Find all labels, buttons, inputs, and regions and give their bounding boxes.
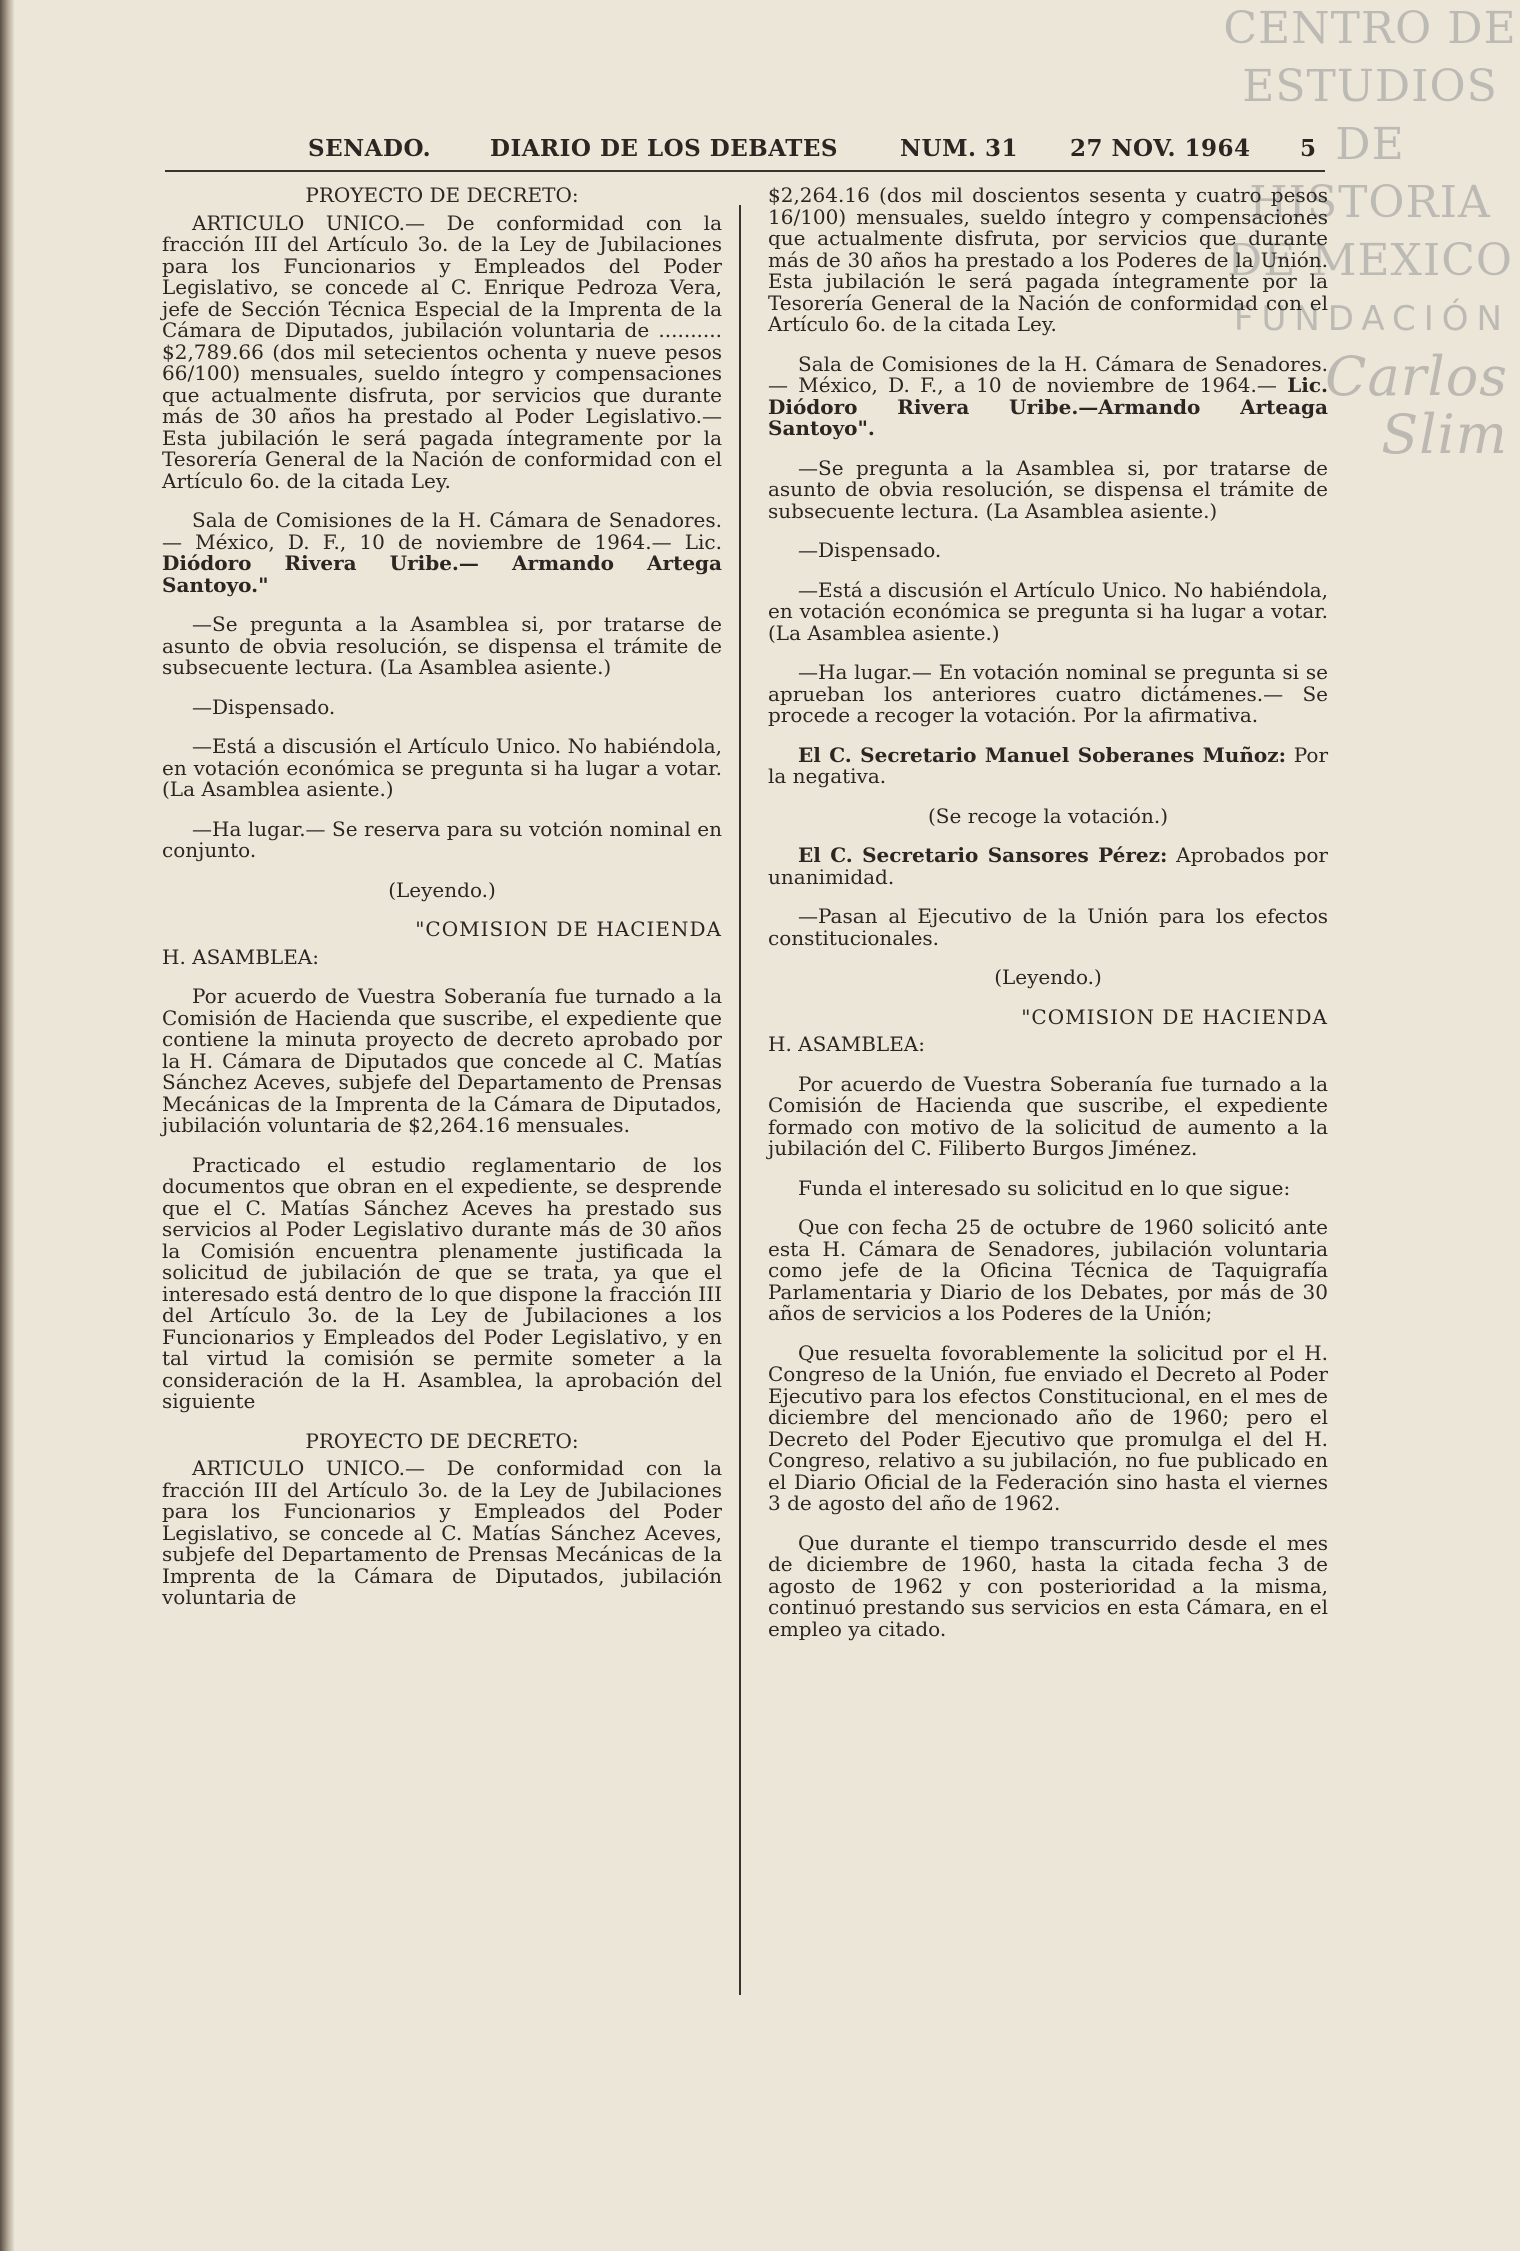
column-divider xyxy=(739,205,741,1995)
paragraph: —Está a discusión el Artículo Unico. No habiéndola, en votación económica se pregunta si ha lugar a votar. (La Asamblea asiente.) xyxy=(162,734,722,801)
signatories: Lic. Diódoro Rivera Uribe.—Armando Arteaga Santoyo". xyxy=(768,373,1328,440)
watermark-line: ESTUDIOS xyxy=(1242,61,1498,112)
header-rule xyxy=(165,170,1325,172)
speaker-paragraph xyxy=(768,742,1329,788)
paragraph: —Se pregunta a la Asamblea si, por tratarse de asunto de obvia resolución, se dispensa el trámite de subsecuente lectura. (La Asamblea asiente.) xyxy=(162,612,722,679)
paragraph: $2,264.16 (dos mil doscientos sesenta y cuatro pesos 16/100) mensuales, sueldo íntegro y compensaciones que actualmente disfruta, por servicios que durante más de 30 años ha prestado a los Poderes de la Unión. Esta jubilación le será pagada íntegramente por la Tesorería General de la Nación de conformidad con el Artículo 6o. de la citada Ley. xyxy=(768,183,1328,336)
speaker-text: Aprobados por unanimidad. xyxy=(768,843,1328,889)
paragraph-text: Sala de Comisiones de la H. Cámara de Senadores.— México, D. F., 10 de noviembre de 1964.— Lic. xyxy=(162,508,722,554)
right-column xyxy=(768,185,1328,1658)
paragraph: Que durante el tiempo transcurrido desde el mes de diciembre de 1960, hasta la citada fecha 3 de agosto de 1962 y con posterioridad a la misma, continuó prestando sus servicios en esta Cámara, en el empleo ya citado. xyxy=(768,1530,1328,1641)
salutation: H. ASAMBLEA: xyxy=(162,944,319,969)
salutation: H. ASAMBLEA: xyxy=(768,1032,925,1056)
paragraph: Por acuerdo de Vuestra Soberanía fue turnado a la Comisión de Hacienda que suscribe, el expediente formado con motivo de la solicitud de aumento a la jubilación del C. Filiberto Burgos Jiménez. xyxy=(768,1071,1328,1160)
header-number: NUM. 31 xyxy=(900,135,1019,162)
header-page-number: 5 xyxy=(1300,135,1317,162)
paragraph-text: Sala de Comisiones de la H. Cámara de Senadores.— México, D. F., a 10 de noviembre de 1964.— xyxy=(768,351,1328,397)
paragraph: —Dispensado. xyxy=(798,538,942,562)
paragraph: —Ha lugar.— En votación nominal se pregunta si se aprueban los anteriores cuatro dictámenes.— Se procede a recoger la votación. Por la afirmativa. xyxy=(768,660,1328,727)
speaker-paragraph xyxy=(768,845,1328,888)
header-date: 27 NOV. 1964 xyxy=(1070,135,1251,162)
watermark-line: DE MEXICO xyxy=(1227,235,1513,286)
paragraph: Por acuerdo de Vuestra Soberanía fue turnado a la Comisión de Hacienda que suscribe, el expediente que contiene la minuta proyecto de decreto aprobado por la H. Cámara de Diputados que concede al C. Matías Sánchez Aceves, subjefe del Departamento de Prensas Mecánicas de la Imprenta de la Cámara de Diputados, jubilación voluntaria de $2,264.16 mensuales. xyxy=(162,984,722,1137)
speaker-name: El C. Secretario Manuel Soberanes Muñoz: xyxy=(798,742,1286,767)
stage-direction: (Se recoge la votación.) xyxy=(928,803,1168,828)
paragraph: ARTICULO UNICO.— De conformidad con la fracción III del Artículo 3o. de la Ley de Jubilaciones para los Funcionarios y Empleados del Poder Legislativo, se concede al C. Matías Sánchez Aceves, subjefe del Departamento de Prensas Mecánicas de la Imprenta de la Cámara de Diputados, jubilación voluntaria de xyxy=(162,1456,722,1609)
signatories: Diódoro Rivera Uribe.— Armando Artega Santoyo." xyxy=(162,551,722,597)
committee-heading: "COMISION DE HACIENDA xyxy=(1021,1004,1328,1029)
stage-direction: (Leyendo.) xyxy=(994,965,1102,989)
paragraph: Funda el interesado su solicitud en lo que sigue: xyxy=(798,1175,1291,1200)
paragraph: —Está a discusión el Artículo Unico. No habiéndola, en votación económica se pregunta si ha lugar a votar. (La Asamblea asiente.) xyxy=(768,577,1328,645)
speaker-text: Por la negativa. xyxy=(768,742,1329,788)
speaker-name: El C. Secretario Sansores Pérez: xyxy=(798,843,1168,867)
signature-paragraph xyxy=(768,351,1328,440)
header-publication: DIARIO DE LOS DEBATES xyxy=(490,135,839,162)
paragraph: Que resuelta fovorablemente la solicitud por el H. Congreso de la Unión, fue enviado el Decreto al Poder Ejecutivo para los efectos Constitucional, en el mes de diciembre del mencionado año de 1960; pero el Decreto del Poder Ejecutivo que promulga el del H. Congreso, relativo a su jubilación, no fue publicado en el Diario Oficial de la Federación sino hasta el viernes 3 de agosto del año de 1962. xyxy=(768,1340,1328,1515)
header-chamber: SENADO. xyxy=(308,135,432,162)
signature-paragraph xyxy=(162,510,722,596)
watermark-line: DE HISTORIA xyxy=(1249,119,1491,228)
running-header xyxy=(300,135,1320,169)
section-heading: PROYECTO DE DECRETO: xyxy=(305,1428,579,1453)
watermark-foundation: FUNDACIÓN xyxy=(1233,299,1510,339)
paragraph: ARTICULO UNICO.— De conformidad con la fracción III del Artículo 3o. de la Ley de Jubilaciones para los Funcionarios y Empleados del Poder Legislativo, se concede al C. Enrique Pedroza Vera, jefe de Sección Técnica Especial de la Imprenta de la Cámara de Diputados, jubilación voluntaria de .......... $2,789.66 (dos mil setecientos ochenta y nueve pesos 66/100) mensuales, sueldo íntegro y compensaciones que actualmente disfruta, por servicios que durante más de 30 años ha prestado al Poder Legislativo.— Esta jubilación le será pagada íntegramente por la Tesorería General de la Nación de conformidad con el Artículo 6o. de la citada Ley. xyxy=(162,210,722,493)
paragraph: Que con fecha 25 de octubre de 1960 solicitó ante esta H. Cámara de Senadores, jubilación voluntaria como jefe de la Oficina Técnica de Taquigrafía Parlamentaria y Diario de los Debates, por más de 30 años de servicios a los Poderes de la Unión; xyxy=(768,1215,1328,1325)
paragraph: Practicado el estudio reglamentario de los documentos que obran en el expediente, se desprende que el C. Matías Sánchez Aceves ha prestado sus servicios al Poder Legislativo durante más de 30 años la Comisión encuentra plenamente justificada la solicitud de jubilación de que se trata, ya que el interesado está dentro de lo que dispone la fracción III del Artículo 3o. de la Ley de Jubilaciones a los Funcionarios y Empleados del Poder Legislativo, y en tal virtud la comisión se permite someter a la consideración de la H. Asamblea, la aprobación del siguiente xyxy=(162,1152,722,1413)
watermark-signature: Carlos Slim xyxy=(1325,345,1508,466)
left-column xyxy=(162,185,722,1627)
watermark-line: CENTRO DE xyxy=(1223,3,1517,54)
committee-heading: "COMISION DE HACIENDA xyxy=(415,917,722,941)
section-heading: PROYECTO DE DECRETO: xyxy=(305,183,579,207)
paragraph: —Dispensado. xyxy=(192,694,336,719)
paragraph: —Ha lugar.— Se reserva para su votción nominal en conjunto. xyxy=(162,816,722,862)
paragraph: —Pasan al Ejecutivo de la Unión para los efectos constitucionales. xyxy=(768,904,1328,950)
paragraph: —Se pregunta a la Asamblea si, por tratarse de asunto de obvia resolución, se dispensa el trámite de subsecuente lectura. (La Asamblea asiente.) xyxy=(768,455,1328,523)
page-edge-shadow xyxy=(0,0,14,2251)
stage-direction: (Leyendo.) xyxy=(388,877,496,902)
